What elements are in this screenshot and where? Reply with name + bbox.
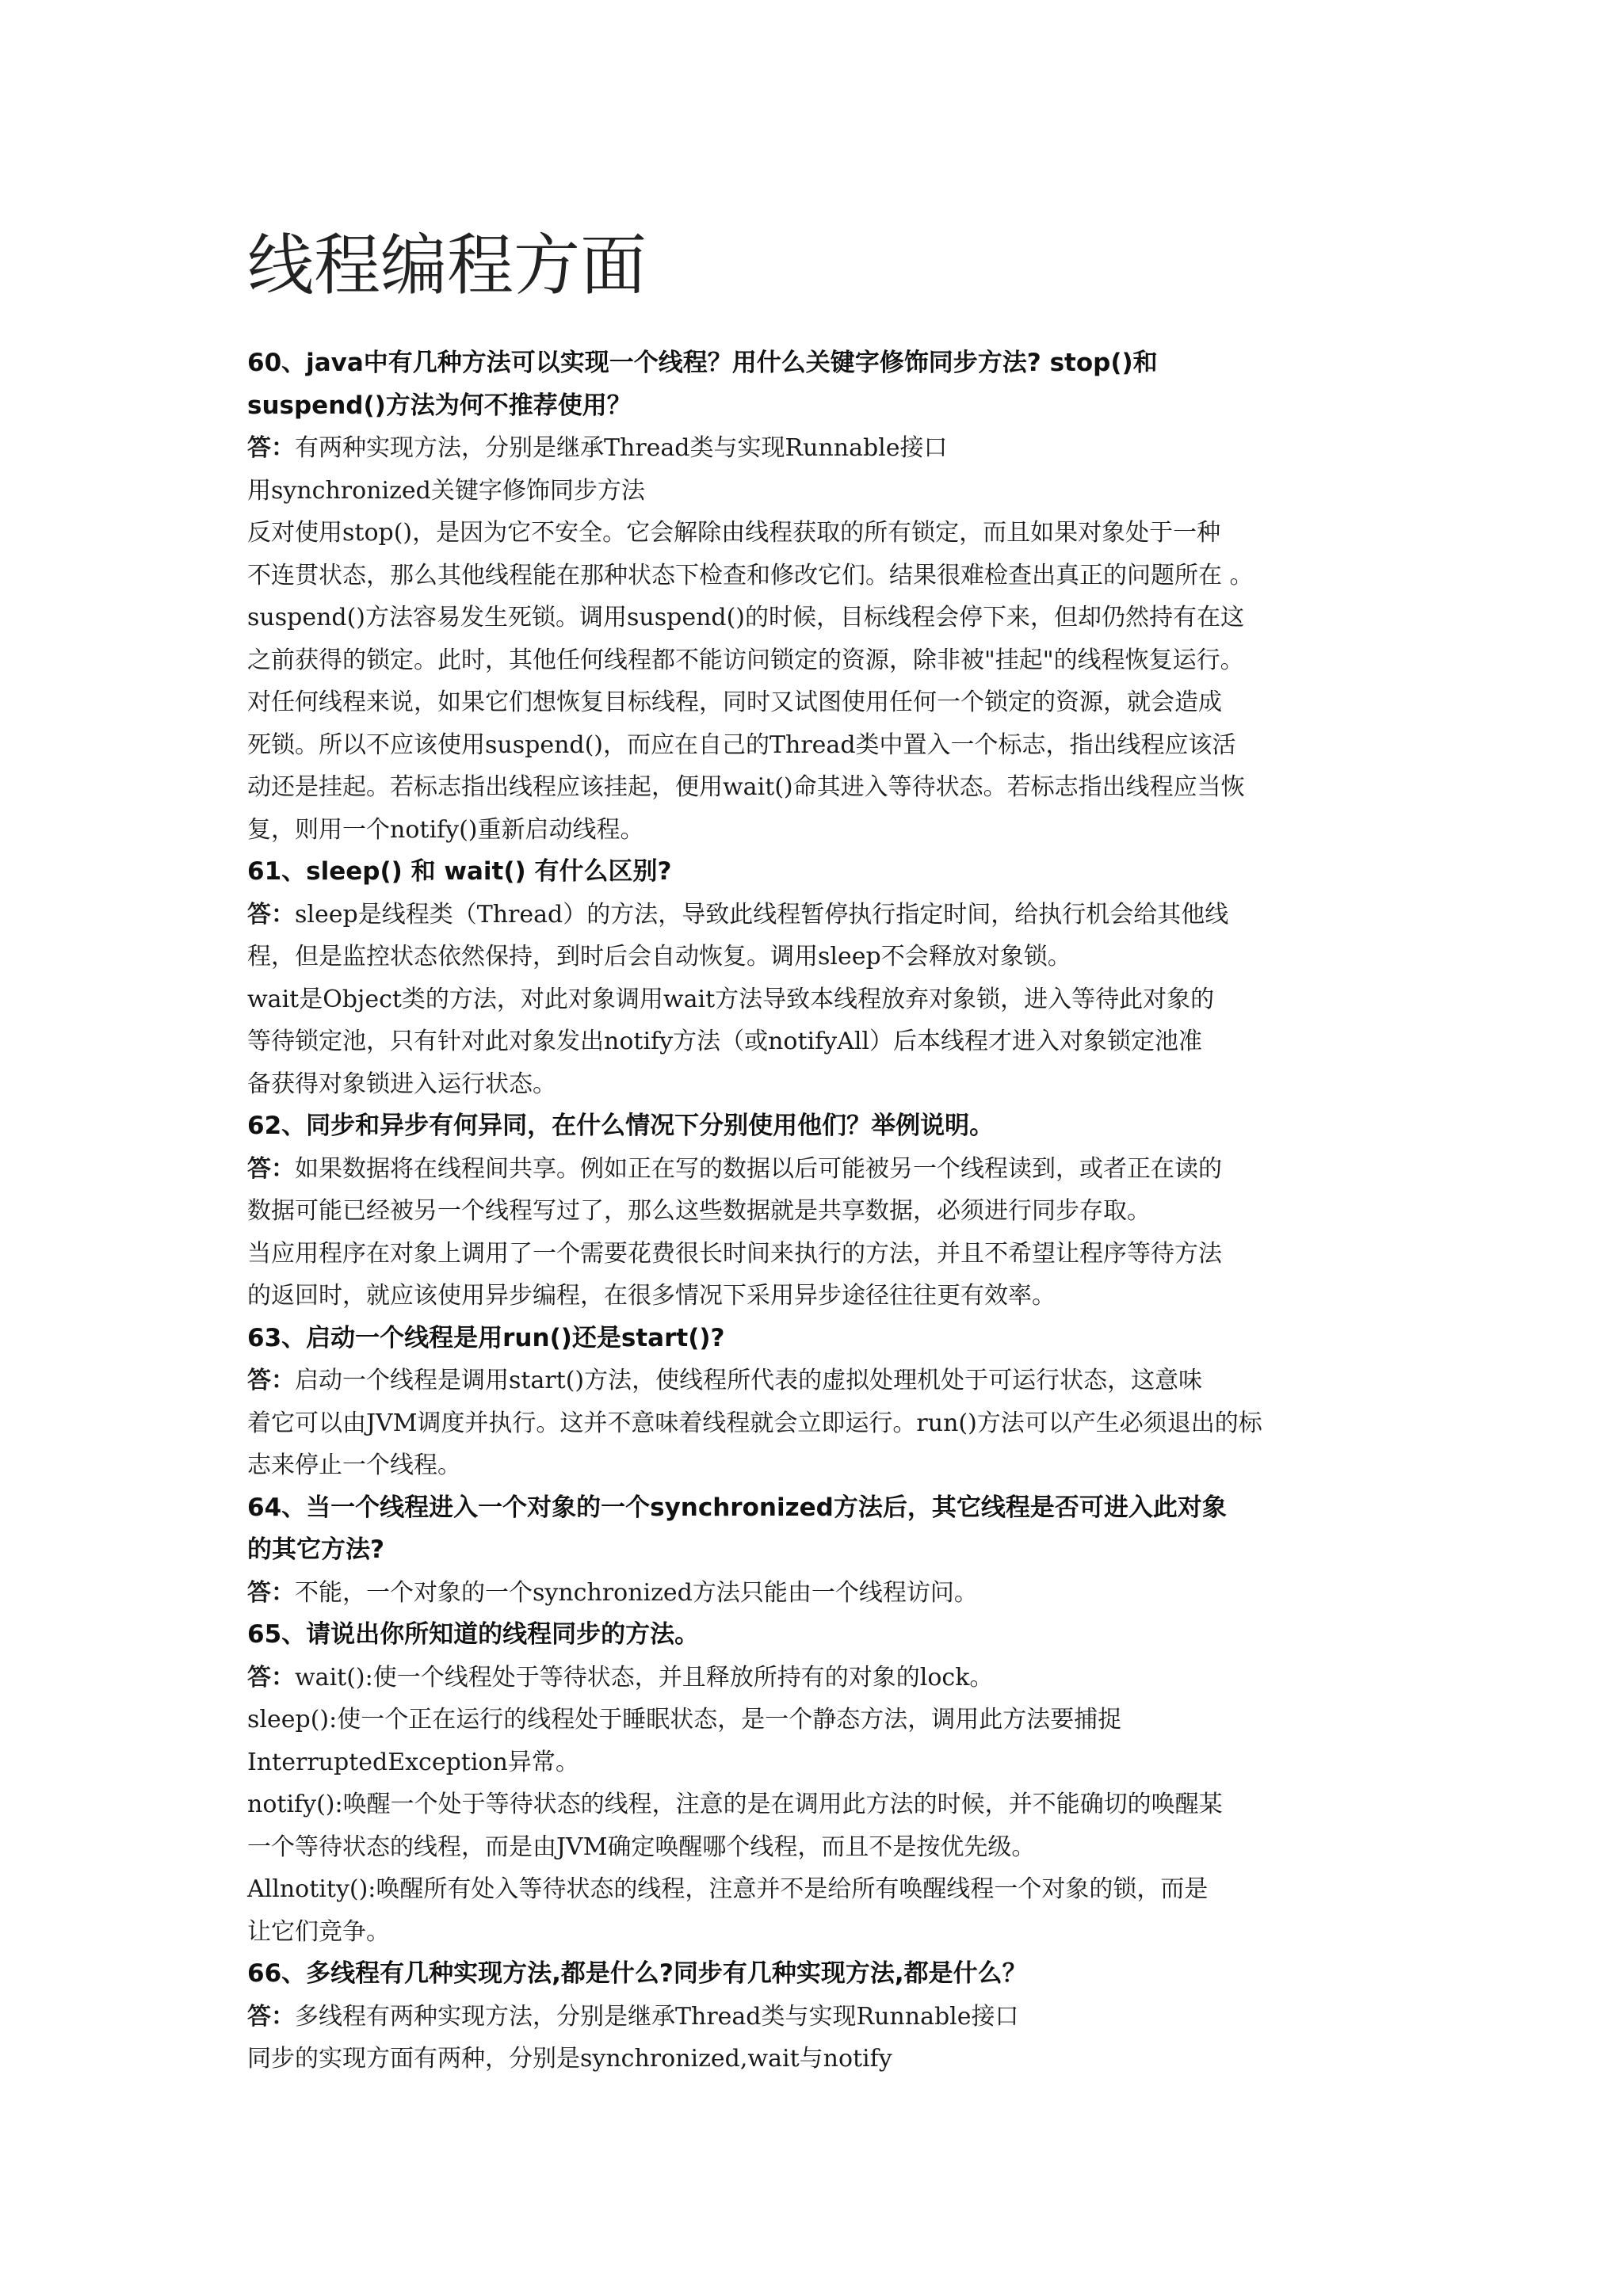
answer-label: 答： [247, 2002, 295, 2031]
answer-line: 反对使用stop()，是因为它不安全。它会解除由线程获取的所有锁定，而且如果对象处于一种 [247, 519, 1221, 547]
answer-label: 答： [247, 434, 295, 462]
answer-line: 不连贯状态，那么其他线程能在那种状态下检查和修改它们。结果很难检查出真正的问题所在 。 [247, 561, 1254, 589]
answer-line [247, 1148, 1404, 1191]
answer-text: wait():使一个线程处于等待状态，并且释放所持有的对象的lock。 [295, 1663, 994, 1691]
answer-line: 对任何线程来说，如果它们想恢复目标线程，同时又试图使用任何一个锁定的资源，就会造成 [247, 688, 1222, 716]
answer-label: 答： [247, 1663, 295, 1691]
question-line: 63、启动一个线程是用run()还是start()? [247, 1323, 725, 1352]
qa-list [247, 342, 1404, 2081]
answer-line: 一个等待状态的线程，而是由JVM确定唤醒哪个线程，而且不是按优先级。 [247, 1833, 1036, 1861]
answer-line: sleep():使一个正在运行的线程处于睡眠状态，是一个静态方法，调用此方法要捕捉 [247, 1706, 1122, 1733]
answer-line: 死锁。所以不应该使用suspend()，而应在自己的Thread类中置入一个标志，指出线程应该活 [247, 730, 1236, 759]
answer-label: 答： [247, 1154, 295, 1183]
answer-text: 如果数据将在线程间共享。例如正在写的数据以后可能被另一个线程读到，或者正在读的 [295, 1154, 1222, 1183]
qa-item [247, 1953, 1404, 2081]
qa-item [247, 1487, 1404, 1615]
answer-line: 的返回时，就应该使用异步编程，在很多情况下采用异步途径往往更有效率。 [247, 1282, 1056, 1310]
qa-item [247, 1614, 1404, 1953]
answer-text: 启动一个线程是调用start()方法，使线程所代表的虚拟处理机处于可运行状态，这意味 [295, 1367, 1203, 1394]
question-line: 66、多线程有几种实现方法,都是什么?同步有几种实现方法,都是什么？ [247, 1959, 1027, 1988]
answer-text: 有两种实现方法，分别是继承Thread类与实现Runnable接口 [295, 434, 948, 462]
answer-line: 等待锁定池，只有针对此对象发出notify方法（或notifyAll）后本线程才进入对象锁定池准 [247, 1028, 1203, 1055]
answer-line: notify():唤醒一个处于等待状态的线程，注意的是在调用此方法的时候，并不能确切的唤醒某 [247, 1791, 1223, 1818]
answer-line: 数据可能已经被另一个线程写过了，那么这些数据就是共享数据，必须进行同步存取。 [247, 1197, 1151, 1225]
answer-line [247, 427, 1404, 470]
answer-line: suspend()方法容易发生死锁。调用suspend()的时候，目标线程会停下来，但却仍然持有在这 [247, 604, 1245, 631]
page-title: 线程编程方面 [247, 227, 647, 304]
qa-item [247, 1318, 1404, 1487]
answer-line: 当应用程序在对象上调用了一个需要花费很长时间来执行的方法，并且不希望让程序等待方法 [247, 1239, 1222, 1268]
answer-text: sleep是线程类（Thread）的方法，导致此线程暂停执行指定时间，给执行机会给其他线 [295, 900, 1229, 929]
answer-text: 多线程有两种实现方法，分别是继承Thread类与实现Runnable接口 [295, 2002, 1019, 2031]
answer-line: 之前获得的锁定。此时，其他任何线程都不能访问锁定的资源，除非被"挂起"的线程恢复运行。 [247, 646, 1244, 674]
answer-line [247, 894, 1404, 936]
answer-line: 用synchronized关键字修饰同步方法 [247, 476, 645, 505]
answer-line: wait是Object类的方法，对此对象调用wait方法导致本线程放弃对象锁，进入等待此对象的 [247, 985, 1215, 1013]
question-line: 62、同步和异步有何异同，在什么情况下分别使用他们？举例说明。 [247, 1112, 995, 1140]
answer-line: 动还是挂起。若标志指出线程应该挂起，便用wait()命其进入等待状态。若标志指出线程应当恢 [247, 773, 1245, 801]
answer-line [247, 1996, 1404, 2039]
answer-label: 答： [247, 1367, 295, 1394]
qa-item [247, 342, 1404, 851]
question-line: 64、当一个线程进入一个对象的一个synchronized方法后，其它线程是否可进入此对象 [247, 1493, 1227, 1522]
answer-line [247, 1360, 1404, 1402]
answer-text: 不能，一个对象的一个synchronized方法只能由一个线程访问。 [295, 1578, 978, 1607]
question-line: suspend()方法为何不推荐使用？ [247, 391, 632, 420]
qa-item [247, 851, 1404, 1105]
answer-line: 让它们竞争。 [247, 1917, 390, 1946]
question-line: 65、请说出你所知道的线程同步的方法。 [247, 1620, 700, 1649]
answer-line: 着它可以由JVM调度并执行。这并不意味着线程就会立即运行。run()方法可以产生必须退出的标 [247, 1409, 1262, 1437]
answer-line: 备获得对象锁进入运行状态。 [247, 1070, 556, 1098]
answer-line [247, 1657, 1404, 1699]
answer-label: 答： [247, 900, 295, 929]
answer-line: 程，但是监控状态依然保持，到时后会自动恢复。调用sleep不会释放对象锁。 [247, 943, 1071, 971]
question-line: 60、java中有几种方法可以实现一个线程？用什么关键字修饰同步方法? stop()和 [247, 349, 1158, 377]
question-line: 61、sleep() 和 wait() 有什么区别? [247, 857, 672, 886]
answer-line: InterruptedException异常。 [247, 1748, 579, 1776]
question-line: 的其它方法? [247, 1535, 384, 1564]
qa-item [247, 1105, 1404, 1318]
answer-line: Allnotity():唤醒所有处入等待状态的线程，注意并不是给所有唤醒线程一个对象的锁，而是 [247, 1875, 1209, 1903]
answer-line: 志来停止一个线程。 [247, 1451, 461, 1479]
answer-line [247, 1572, 1404, 1615]
answer-line: 复，则用一个notify()重新启动线程。 [247, 815, 644, 844]
answer-label: 答： [247, 1578, 295, 1607]
answer-line: 同步的实现方面有两种，分别是synchronized,wait与notify [247, 2045, 892, 2073]
